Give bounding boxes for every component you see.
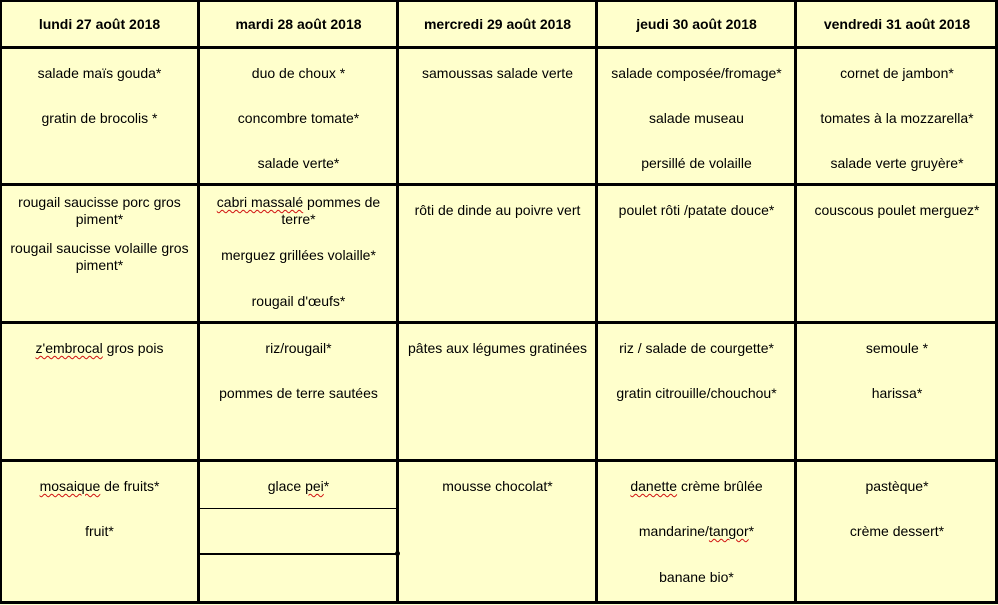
cell-accompagnements-vendredi <box>796 323 998 461</box>
table-border-bottom <box>0 601 998 604</box>
menu-item: rougail saucisse porc gros piment* <box>18 194 181 227</box>
header-label: mercredi 29 août 2018 <box>423 16 572 32</box>
menu-item: rôti de dinde au poivre vert <box>414 202 581 218</box>
header-vendredi <box>796 0 998 48</box>
cell-plats-mardi <box>199 185 398 323</box>
spellcheck-word: cabri massalé <box>216 194 304 210</box>
menu-item: concombre tomate* <box>237 110 360 126</box>
header-label: jeudi 30 août 2018 <box>636 16 757 32</box>
cell-entrees-vendredi <box>796 48 998 185</box>
header-jeudi <box>597 0 796 48</box>
cell-entrees-jeudi <box>597 48 796 185</box>
cell-desserts-mercredi <box>398 461 597 605</box>
menu-item: semoule * <box>865 340 929 356</box>
column-divider <box>396 0 399 604</box>
menu-item: banane bio* <box>659 569 734 585</box>
cell-accompagnements-mercredi <box>398 323 597 461</box>
header-lundi <box>0 0 199 48</box>
menu-item: glace pei* <box>267 478 330 494</box>
row-divider <box>0 183 998 186</box>
menu-item: riz / salade de courgette* <box>619 340 774 356</box>
spellcheck-word: tangor <box>708 523 749 539</box>
menu-item: cornet de jambon* <box>840 65 954 81</box>
resize-handle-dot <box>395 551 400 556</box>
cell-plats-vendredi <box>796 185 998 323</box>
cell-desserts-jeudi <box>597 461 796 605</box>
column-divider <box>794 0 797 604</box>
header-label: vendredi 31 août 2018 <box>823 16 971 32</box>
menu-item: mandarine/tangor* <box>638 523 755 539</box>
row-divider <box>0 459 998 462</box>
cell-plats-jeudi <box>597 185 796 323</box>
menu-item: mosaique de fruits* <box>39 478 160 494</box>
menu-item: couscous poulet merguez* <box>814 202 980 218</box>
menu-item: merguez grillées volaille* <box>221 247 376 263</box>
row-divider <box>0 46 998 49</box>
header-label: lundi 27 août 2018 <box>38 16 161 32</box>
menu-item: duo de choux * <box>251 65 346 81</box>
menu-item: persillé de volaille <box>641 155 752 171</box>
header-mardi <box>199 0 398 48</box>
menu-item: rougail saucisse volaille gros piment* <box>10 240 189 273</box>
cell-entrees-mardi <box>199 48 398 185</box>
cell-accompagnements-jeudi <box>597 323 796 461</box>
cell-accompagnements-lundi <box>0 323 199 461</box>
menu-item: pâtes aux légumes gratinées <box>408 340 587 356</box>
cell-entrees-lundi <box>0 48 199 185</box>
menu-item: mousse chocolat* <box>442 478 553 494</box>
menu-item: pommes de terre sautées <box>219 385 378 401</box>
column-divider <box>595 0 598 604</box>
cell-accompagnements-mardi <box>199 323 398 461</box>
menu-item: samoussas salade verte <box>422 65 573 81</box>
menu-item: harissa* <box>871 385 923 401</box>
menu-item: gratin de brocolis * <box>41 110 158 126</box>
spellcheck-word: danette <box>630 478 678 494</box>
cell-subdivider <box>199 553 397 555</box>
menu-item: riz/rougail* <box>265 340 332 356</box>
cell-plats-lundi <box>0 185 199 323</box>
cell-plats-mercredi <box>398 185 597 323</box>
cell-entrees-mercredi <box>398 48 597 185</box>
header-mercredi <box>398 0 597 48</box>
menu-item: danette crème brûlée <box>630 478 763 494</box>
spellcheck-word: mosaique <box>39 478 101 494</box>
spellcheck-word: pei <box>305 478 324 494</box>
menu-item: poulet rôti /patate douce* <box>618 202 775 218</box>
table-border-left <box>0 0 2 604</box>
menu-item: pastèque* <box>865 478 929 494</box>
menu-item: crème dessert* <box>849 523 945 539</box>
cell-subdivider <box>199 508 397 509</box>
menu-item: salade verte* <box>257 155 340 171</box>
menu-item: salade composée/fromage* <box>611 65 782 81</box>
menu-item: salade verte gruyère* <box>830 155 964 171</box>
menu-item: gratin citrouille/chouchou* <box>616 385 777 401</box>
cell-desserts-vendredi <box>796 461 998 605</box>
header-label: mardi 28 août 2018 <box>235 16 362 32</box>
menu-item: tomates à la mozzarella* <box>820 110 974 126</box>
menu-item: rougail d'œufs* <box>251 293 346 309</box>
table-border-top <box>0 0 998 2</box>
menu-item: salade maïs gouda* <box>37 65 162 81</box>
menu-item: z'embrocal gros pois <box>35 340 164 356</box>
column-divider <box>197 0 200 604</box>
spellcheck-word: z'embrocal <box>35 340 103 356</box>
row-divider <box>0 321 998 324</box>
menu-item: fruit* <box>85 523 114 539</box>
cell-desserts-lundi <box>0 461 199 605</box>
cell-desserts-mardi <box>199 461 398 605</box>
menu-item: salade museau <box>649 110 744 126</box>
menu-item: cabri massalé pommes de terre* <box>216 194 381 227</box>
